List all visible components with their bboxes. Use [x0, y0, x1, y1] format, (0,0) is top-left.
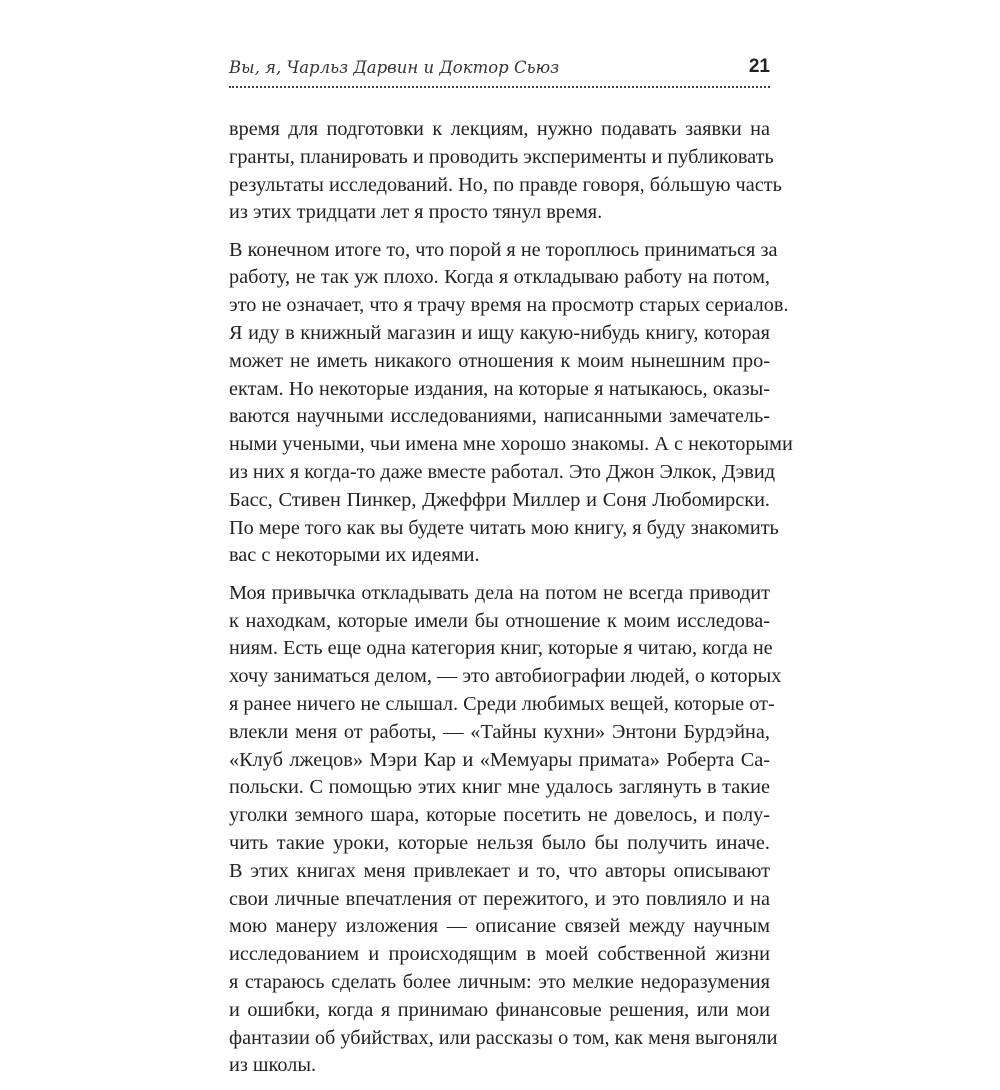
text-line: результаты исследований. Но, по правде говоря, бóльшую часть	[229, 173, 782, 196]
text-line: фантазии об убийствах, или рассказы о том, как меня выгоняли	[229, 1026, 778, 1049]
text-line: свои личные впечатления от пережитого, и это повлияло и на	[229, 887, 770, 910]
text-line: В этих книгах меня привлекает и то, что авторы описывают	[229, 859, 770, 882]
text-line: Моя привычка откладывать дела на потом не всегда приводит	[229, 581, 770, 604]
text-line: работу, не так уж плохо. Когда я откладываю работу на потом,	[229, 266, 770, 289]
text-line: к находкам, которые имели бы отношение к моим исследова-	[229, 609, 770, 632]
text-line: мою манеру изложения — описание связей между научным	[229, 915, 770, 938]
text-line: чить такие уроки, которые нельзя было бы получить иначе.	[229, 831, 770, 854]
text-line: вас с некоторыми их идеями.	[229, 544, 480, 567]
text-line: влекли меня от работы, — «Тайны кухни» Энтони Бурдэйна,	[229, 720, 770, 743]
running-header	[229, 56, 770, 88]
text-line: я стараюсь сделать более личным: это мелкие недоразумения	[229, 970, 770, 993]
text-line: время для подготовки к лекциям, нужно подавать заявки на	[229, 118, 770, 140]
paragraph	[229, 116, 782, 227]
text-line: из школы.	[229, 1054, 317, 1077]
text-line: ваются научными исследованиями, написанными замечатель-	[229, 405, 770, 428]
text-line: В конечном итоге то, что порой я не тороплюсь приниматься за	[229, 238, 778, 261]
text-line: из них я когда-то даже вместе работал. Это Джон Элкок, Дэвид	[229, 461, 776, 484]
text-line: ными учеными, чьи имена мне хорошо знакомы. А с некоторыми	[229, 433, 793, 456]
text-line: ектам. Но некоторые издания, на которые я натыкаюсь, оказы-	[229, 377, 770, 400]
text-line: уголки земного шара, которые посетить не довелось, и полу-	[229, 804, 770, 827]
paragraph	[229, 580, 782, 1080]
text-line: По мере того как вы будете читать мою книгу, я буду знакомить	[229, 516, 779, 539]
text-line: Басс, Стивен Пинкер, Джеффри Миллер и Соня Любомирски.	[229, 488, 770, 511]
text-line: Я иду в книжный магазин и ищу какую-нибудь книгу, которая	[229, 322, 770, 345]
text-line: я ранее ничего не слышал. Среди любимых вещей, которые от-	[229, 692, 775, 715]
text-line: это не означает, что я трачу время на просмотр старых сериалов.	[229, 294, 789, 317]
text-line: может не иметь никакого отношения к моим нынешним про-	[229, 349, 770, 372]
running-title: Вы, я, Чарльз Дарвин и Доктор Сьюз	[229, 58, 560, 77]
text-line: польски. С помощью этих книг мне удалось заглянуть в такие	[229, 776, 770, 799]
text-line: хочу заниматься делом, — это автобиографии людей, о которых	[229, 665, 782, 688]
page-number: 21	[748, 56, 770, 77]
text-line: гранты, планировать и проводить эксперименты и публиковать	[229, 145, 774, 168]
text-line: и ошибки, когда я принимаю финансовые решения, или мои	[229, 998, 770, 1021]
text-line: исследованием и происходящим в моей собственной жизни	[229, 943, 770, 966]
text-line: ниям. Есть еще одна категория книг, которые я читаю, когда не	[229, 637, 773, 660]
page-body	[229, 116, 793, 1090]
text-line: «Клуб лжецов» Мэри Кар и «Мемуары примата» Роберта Са-	[229, 748, 770, 771]
paragraph	[229, 237, 793, 571]
text-line: из этих тридцати лет я просто тянул время.	[229, 201, 603, 224]
